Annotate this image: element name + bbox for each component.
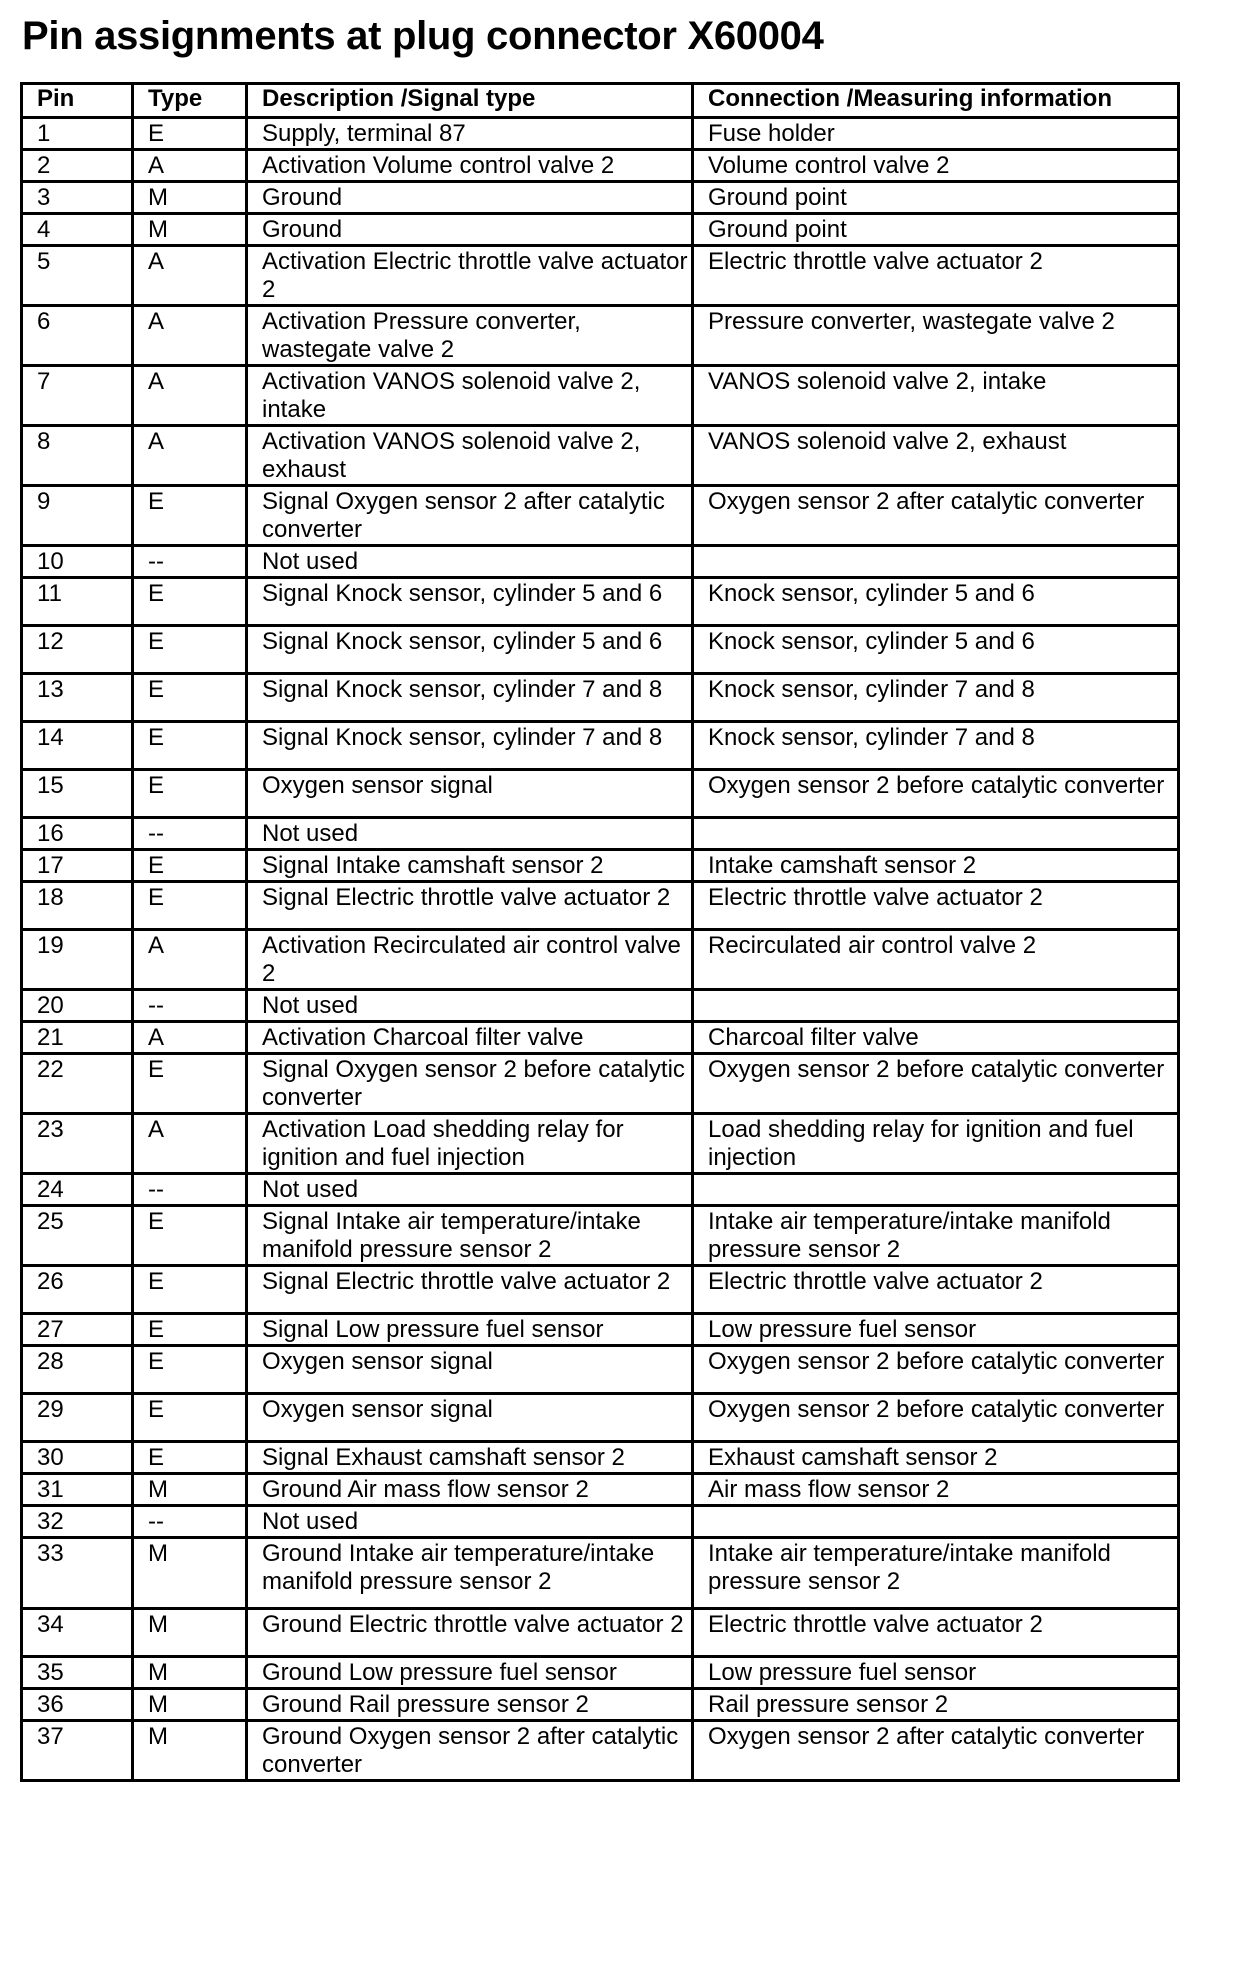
header-connection: Connection /Measuring information [693, 84, 1179, 118]
connection-cell: Electric throttle valve actuator 2 [693, 246, 1179, 306]
connection-cell: Recirculated air control valve 2 [693, 930, 1179, 990]
type-cell: -- [133, 546, 247, 578]
table-row [22, 626, 1179, 674]
connection-cell: Oxygen sensor 2 after catalytic converter [693, 1721, 1179, 1781]
description-cell: Signal Knock sensor, cylinder 7 and 8 [247, 674, 693, 722]
connection-cell: Pressure converter, wastegate valve 2 [693, 306, 1179, 366]
connection-cell: Intake air temperature/intake manifold pressure sensor 2 [693, 1206, 1179, 1266]
type-cell: A [133, 246, 247, 306]
connection-cell [693, 990, 1179, 1022]
pin-cell: 27 [22, 1314, 133, 1346]
connection-cell: Oxygen sensor 2 after catalytic converter [693, 486, 1179, 546]
pin-cell: 35 [22, 1657, 133, 1689]
type-cell: E [133, 626, 247, 674]
description-cell: Activation Charcoal filter valve [247, 1022, 693, 1054]
connection-cell: Rail pressure sensor 2 [693, 1689, 1179, 1721]
pin-cell: 26 [22, 1266, 133, 1314]
description-cell: Not used [247, 818, 693, 850]
table-row [22, 1054, 1179, 1114]
connection-cell: Intake air temperature/intake manifold pressure sensor 2 [693, 1538, 1179, 1609]
connection-cell: Oxygen sensor 2 before catalytic converter [693, 1054, 1179, 1114]
description-cell: Signal Knock sensor, cylinder 5 and 6 [247, 626, 693, 674]
description-cell: Activation Recirculated air control valve 2 [247, 930, 693, 990]
pin-cell: 20 [22, 990, 133, 1022]
description-cell: Activation Volume control valve 2 [247, 150, 693, 182]
connection-cell: Oxygen sensor 2 before catalytic converter [693, 770, 1179, 818]
table-body [22, 118, 1179, 1781]
type-cell: E [133, 722, 247, 770]
connection-cell [693, 818, 1179, 850]
table-row [22, 1721, 1179, 1781]
table-row [22, 1506, 1179, 1538]
description-cell: Ground Oxygen sensor 2 after catalytic converter [247, 1721, 693, 1781]
type-cell: E [133, 1206, 247, 1266]
table-row [22, 306, 1179, 366]
description-cell: Signal Intake air temperature/intake manifold pressure sensor 2 [247, 1206, 693, 1266]
table-row [22, 674, 1179, 722]
pin-assignment-table [20, 82, 1180, 1782]
description-cell: Not used [247, 1506, 693, 1538]
table-row [22, 1314, 1179, 1346]
pin-cell: 36 [22, 1689, 133, 1721]
table-row [22, 214, 1179, 246]
connection-cell: Exhaust camshaft sensor 2 [693, 1442, 1179, 1474]
description-cell: Signal Knock sensor, cylinder 7 and 8 [247, 722, 693, 770]
page-title: Pin assignments at plug connector X60004 [22, 14, 824, 58]
connection-cell: Knock sensor, cylinder 7 and 8 [693, 674, 1179, 722]
type-cell: A [133, 426, 247, 486]
header-pin: Pin [22, 84, 133, 118]
type-cell: E [133, 882, 247, 930]
description-cell: Activation Load shedding relay for ignition and fuel injection [247, 1114, 693, 1174]
type-cell: M [133, 182, 247, 214]
pin-cell: 17 [22, 850, 133, 882]
pin-cell: 22 [22, 1054, 133, 1114]
connection-cell: Intake camshaft sensor 2 [693, 850, 1179, 882]
pin-cell: 12 [22, 626, 133, 674]
type-cell: E [133, 1442, 247, 1474]
pin-cell: 11 [22, 578, 133, 626]
type-cell: E [133, 1266, 247, 1314]
description-cell: Ground Low pressure fuel sensor [247, 1657, 693, 1689]
type-cell: A [133, 1022, 247, 1054]
table-row [22, 1022, 1179, 1054]
pin-cell: 25 [22, 1206, 133, 1266]
type-cell: A [133, 1114, 247, 1174]
type-cell: E [133, 118, 247, 150]
connection-cell: Oxygen sensor 2 before catalytic converter [693, 1346, 1179, 1394]
type-cell: E [133, 1346, 247, 1394]
pin-cell: 5 [22, 246, 133, 306]
pin-cell: 4 [22, 214, 133, 246]
table-row [22, 1266, 1179, 1314]
type-cell: -- [133, 818, 247, 850]
connection-cell: Low pressure fuel sensor [693, 1314, 1179, 1346]
connection-cell: Electric throttle valve actuator 2 [693, 1609, 1179, 1657]
type-cell: M [133, 214, 247, 246]
table-row [22, 1657, 1179, 1689]
description-cell: Activation VANOS solenoid valve 2, exhaust [247, 426, 693, 486]
description-cell: Signal Oxygen sensor 2 after catalytic converter [247, 486, 693, 546]
type-cell: E [133, 770, 247, 818]
description-cell: Activation Pressure converter, wastegate valve 2 [247, 306, 693, 366]
pin-cell: 14 [22, 722, 133, 770]
description-cell: Signal Knock sensor, cylinder 5 and 6 [247, 578, 693, 626]
pin-cell: 13 [22, 674, 133, 722]
header-type: Type [133, 84, 247, 118]
description-cell: Activation VANOS solenoid valve 2, intake [247, 366, 693, 426]
description-cell: Oxygen sensor signal [247, 770, 693, 818]
type-cell: E [133, 1314, 247, 1346]
type-cell: M [133, 1609, 247, 1657]
table-row [22, 182, 1179, 214]
connection-cell: VANOS solenoid valve 2, intake [693, 366, 1179, 426]
description-cell: Signal Oxygen sensor 2 before catalytic converter [247, 1054, 693, 1114]
table-row [22, 118, 1179, 150]
table-row [22, 1114, 1179, 1174]
table-row [22, 366, 1179, 426]
connection-cell: Air mass flow sensor 2 [693, 1474, 1179, 1506]
table-row [22, 722, 1179, 770]
table-row [22, 1442, 1179, 1474]
pin-cell: 31 [22, 1474, 133, 1506]
connection-cell: VANOS solenoid valve 2, exhaust [693, 426, 1179, 486]
pin-cell: 7 [22, 366, 133, 426]
description-cell: Supply, terminal 87 [247, 118, 693, 150]
connection-cell: Charcoal filter valve [693, 1022, 1179, 1054]
pin-cell: 23 [22, 1114, 133, 1174]
type-cell: E [133, 578, 247, 626]
description-cell: Not used [247, 546, 693, 578]
description-cell: Activation Electric throttle valve actuator 2 [247, 246, 693, 306]
type-cell: E [133, 674, 247, 722]
pin-cell: 33 [22, 1538, 133, 1609]
description-cell: Ground Electric throttle valve actuator 2 [247, 1609, 693, 1657]
pin-cell: 3 [22, 182, 133, 214]
table-row [22, 1538, 1179, 1609]
header-description: Description /Signal type [247, 84, 693, 118]
type-cell: A [133, 366, 247, 426]
type-cell: M [133, 1657, 247, 1689]
description-cell: Oxygen sensor signal [247, 1346, 693, 1394]
description-cell: Not used [247, 1174, 693, 1206]
table-row [22, 1346, 1179, 1394]
table-row [22, 818, 1179, 850]
pin-cell: 1 [22, 118, 133, 150]
table-row [22, 1689, 1179, 1721]
description-cell: Ground Rail pressure sensor 2 [247, 1689, 693, 1721]
table-row [22, 1174, 1179, 1206]
type-cell: M [133, 1538, 247, 1609]
pin-cell: 10 [22, 546, 133, 578]
type-cell: M [133, 1474, 247, 1506]
pin-cell: 21 [22, 1022, 133, 1054]
table-row [22, 1609, 1179, 1657]
type-cell: A [133, 150, 247, 182]
table-row [22, 1394, 1179, 1442]
description-cell: Signal Electric throttle valve actuator 2 [247, 882, 693, 930]
connection-cell: Oxygen sensor 2 before catalytic converter [693, 1394, 1179, 1442]
pin-cell: 29 [22, 1394, 133, 1442]
type-cell: -- [133, 1174, 247, 1206]
description-cell: Ground [247, 214, 693, 246]
pin-cell: 16 [22, 818, 133, 850]
description-cell: Oxygen sensor signal [247, 1394, 693, 1442]
table-row [22, 150, 1179, 182]
type-cell: E [133, 850, 247, 882]
pin-cell: 8 [22, 426, 133, 486]
pin-cell: 34 [22, 1609, 133, 1657]
connection-cell: Knock sensor, cylinder 5 and 6 [693, 626, 1179, 674]
pin-cell: 9 [22, 486, 133, 546]
connection-cell [693, 1174, 1179, 1206]
pin-cell: 6 [22, 306, 133, 366]
connection-cell [693, 1506, 1179, 1538]
table-row [22, 930, 1179, 990]
connection-cell: Knock sensor, cylinder 5 and 6 [693, 578, 1179, 626]
connection-cell: Ground point [693, 182, 1179, 214]
pin-cell: 37 [22, 1721, 133, 1781]
type-cell: -- [133, 1506, 247, 1538]
connection-cell [693, 546, 1179, 578]
table-row [22, 546, 1179, 578]
connection-cell: Load shedding relay for ignition and fuel injection [693, 1114, 1179, 1174]
description-cell: Ground Air mass flow sensor 2 [247, 1474, 693, 1506]
description-cell: Ground [247, 182, 693, 214]
connection-cell: Volume control valve 2 [693, 150, 1179, 182]
table-row [22, 426, 1179, 486]
table-row [22, 882, 1179, 930]
table-row [22, 578, 1179, 626]
description-cell: Signal Intake camshaft sensor 2 [247, 850, 693, 882]
pin-cell: 2 [22, 150, 133, 182]
type-cell: M [133, 1721, 247, 1781]
connection-cell: Electric throttle valve actuator 2 [693, 1266, 1179, 1314]
pin-cell: 24 [22, 1174, 133, 1206]
pin-cell: 19 [22, 930, 133, 990]
pin-cell: 15 [22, 770, 133, 818]
type-cell: A [133, 306, 247, 366]
table-row [22, 246, 1179, 306]
description-cell: Ground Intake air temperature/intake manifold pressure sensor 2 [247, 1538, 693, 1609]
table-row [22, 850, 1179, 882]
table-row [22, 1206, 1179, 1266]
description-cell: Not used [247, 990, 693, 1022]
pin-cell: 28 [22, 1346, 133, 1394]
pin-cell: 30 [22, 1442, 133, 1474]
type-cell: M [133, 1689, 247, 1721]
description-cell: Signal Low pressure fuel sensor [247, 1314, 693, 1346]
type-cell: E [133, 1394, 247, 1442]
table-row [22, 486, 1179, 546]
table-row [22, 1474, 1179, 1506]
pin-cell: 18 [22, 882, 133, 930]
description-cell: Signal Exhaust camshaft sensor 2 [247, 1442, 693, 1474]
type-cell: E [133, 486, 247, 546]
connection-cell: Electric throttle valve actuator 2 [693, 882, 1179, 930]
table-row [22, 990, 1179, 1022]
type-cell: A [133, 930, 247, 990]
pin-cell: 32 [22, 1506, 133, 1538]
connection-cell: Knock sensor, cylinder 7 and 8 [693, 722, 1179, 770]
connection-cell: Ground point [693, 214, 1179, 246]
connection-cell: Low pressure fuel sensor [693, 1657, 1179, 1689]
table-header-row [22, 84, 1179, 118]
description-cell: Signal Electric throttle valve actuator 2 [247, 1266, 693, 1314]
connection-cell: Fuse holder [693, 118, 1179, 150]
type-cell: E [133, 1054, 247, 1114]
table-row [22, 770, 1179, 818]
type-cell: -- [133, 990, 247, 1022]
